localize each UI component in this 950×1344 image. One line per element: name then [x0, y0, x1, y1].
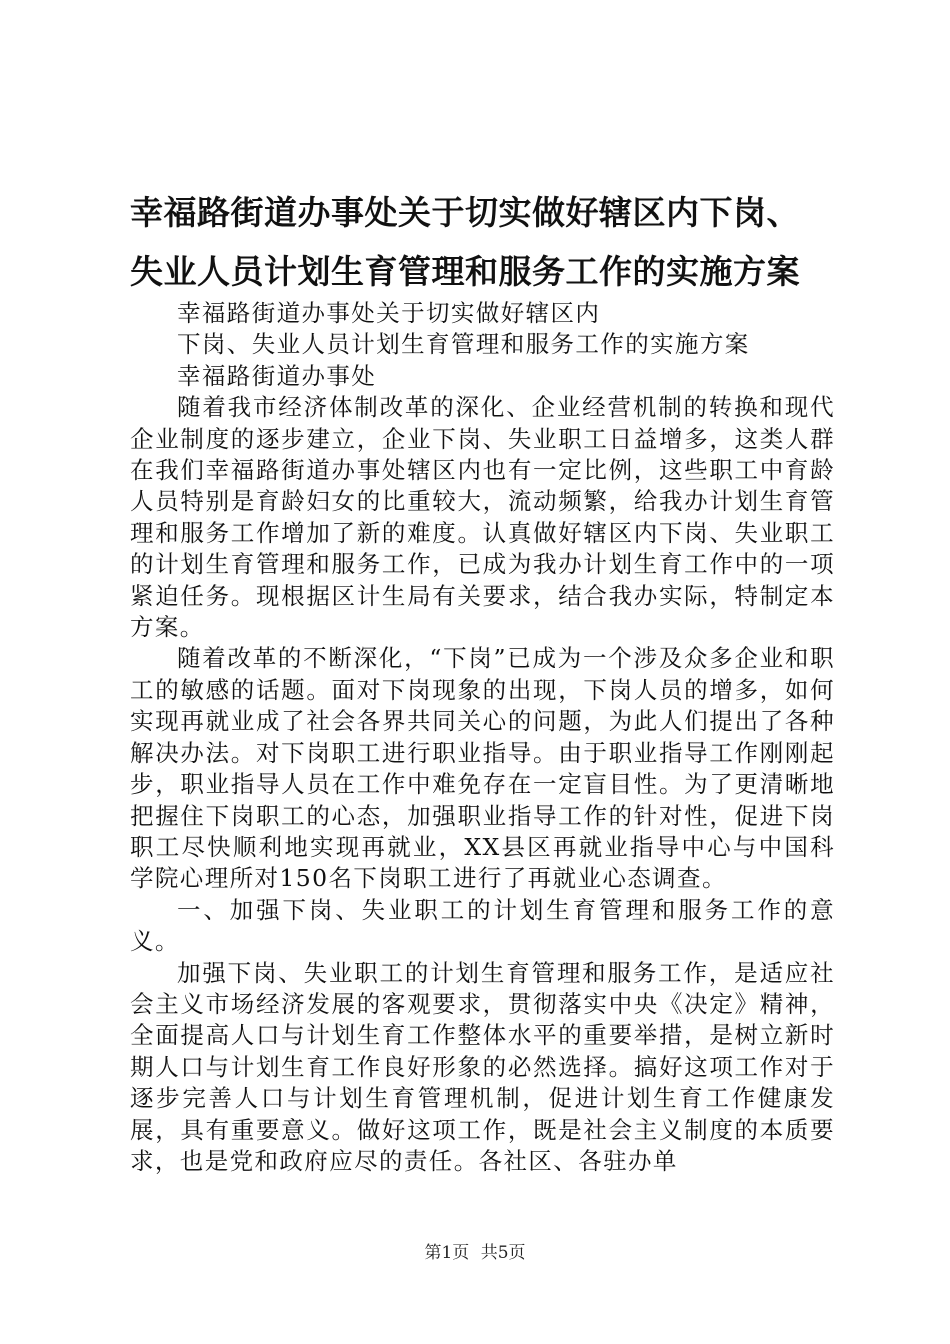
document-title [130, 183, 850, 301]
document-body [130, 298, 835, 1177]
page-footer [0, 1242, 950, 1264]
paragraph-2: 随着改革的不断深化，“下岗”已成为一个涉及众多企业和职工的敏感的话题。面对下岗现象的出现，下岗人员的增多，如何实现再就业成了社会各界共同关心的问题，为此人们提出了各种解决办法。对下岗职工进行职业指导。由于职业指导工作刚刚起步，职业指导人员在工作中难免存在一定盲目性。为了更清晰地把握住下岗职工的心态，加强职业指导工作的针对性，促进下岗职工尽快顺利地实现再就业，XX县区再就业指导中心与中国科学院心理所对150名下岗职工进行了再就业心态调查。 [130, 644, 835, 893]
paragraph-4: 加强下岗、失业职工的计划生育管理和服务工作，是适应社会主义市场经济发展的客观要求，贯彻落实中央《决定》精神，全面提高人口与计划生育工作整体水平的重要举措，是树立新时期人口与计划生育工作良好形象的必然选择。搞好这项工作对于逐步完善人口与计划生育管理机制，促进计划生育工作健康发展，具有重要意义。做好这项工作，既是社会主义制度的本质要求，也是党和政府应尽的责任。各社区、各驻办单 [130, 958, 835, 1175]
page-number-current: 第1页 [424, 1243, 470, 1263]
page-number-total: 共5页 [480, 1243, 526, 1263]
header-line-2: 下岗、失业人员计划生育管理和服务工作的实施方案 [177, 330, 750, 359]
header-line-3: 幸福路街道办事处 [177, 361, 377, 390]
paragraph-3-section-heading: 一、加强下岗、失业职工的计划生育管理和服务工作的意义。 [130, 895, 835, 956]
header-line-1: 幸福路街道办事处关于切实做好辖区内 [177, 299, 601, 327]
title-line-1: 幸福路街道办事处关于切实做好辖区内下岗、 [130, 193, 800, 232]
title-line-2: 失业人员计划生育管理和服务工作的实施方案 [130, 252, 800, 291]
paragraph-1: 随着我市经济体制改革的深化、企业经营机制的转换和现代企业制度的逐步建立，企业下岗、失业职工日益增多，这类人群在我们幸福路街道办事处辖区内也有一定比例，这些职工中育龄人员特别是育龄妇女的比重较大，流动频繁，给我办计划生育管理和服务工作增加了新的难度。认真做好辖区内下岗、失业职工的计划生育管理和服务工作，已成为我办计划生育工作中的一项紧迫任务。现根据区计生局有关要求，结合我办实际，特制定本方案。 [130, 393, 835, 642]
